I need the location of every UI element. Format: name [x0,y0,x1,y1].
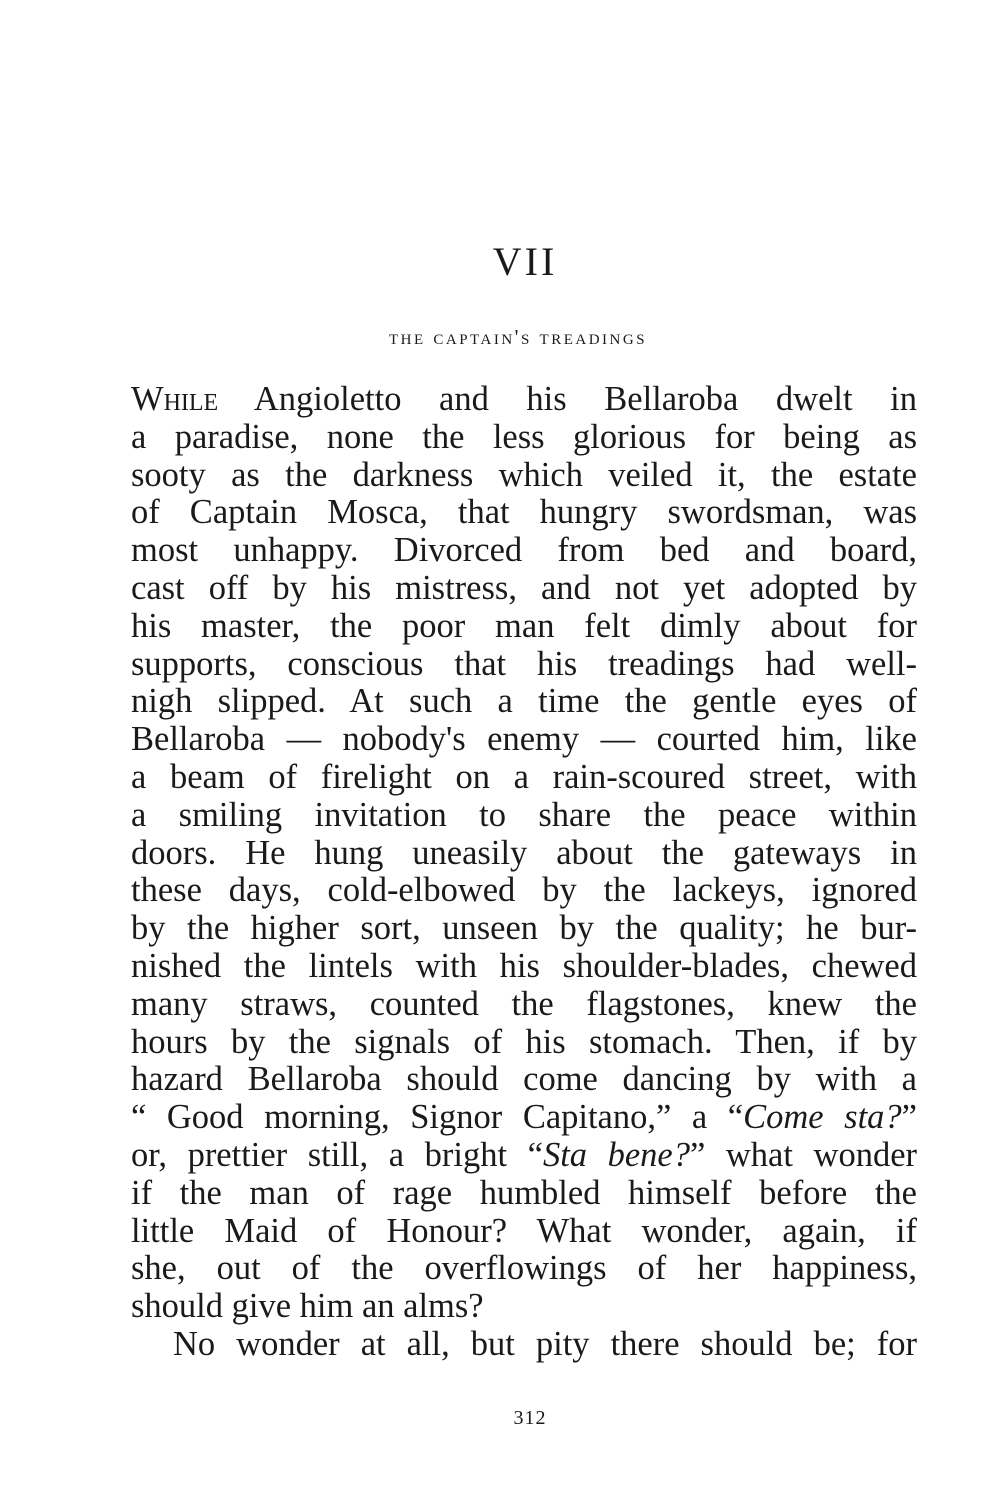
page-number: 312 [513,1407,547,1429]
drop-word: While [131,380,219,418]
text-line: a smiling invitation to share the peace within [131,795,917,834]
paragraph-first-line: No wonder at all, but pity there should be; for [173,1324,917,1363]
text-line: of Captain Mosca, that hungry swordsman, was [131,493,917,532]
text-line: should give him an alms? [131,1287,484,1326]
text-line: she, out of the overflowings of her happiness, [131,1249,917,1288]
text-line: nished the lintels with his shoulder-blades, chewed [131,946,917,985]
text-line: if the man of rage humbled himself before the [131,1173,917,1212]
text-line: a beam of firelight on a rain-scoured street, with [131,757,917,796]
text-line: hazard Bellaroba should come dancing by with a [131,1060,917,1099]
text-line [131,1099,917,1137]
chapter-title: the captain's treadings [388,325,648,349]
text-line [131,1137,917,1175]
text-fragment: ” what wonder [689,1135,917,1174]
text-line: doors. He hung uneasily about the gateways in [131,833,917,872]
text-line: many straws, counted the flagstones, knew the [131,984,917,1023]
text-line: sooty as the darkness which veiled it, the estate [131,455,917,494]
text-line: nigh slipped. At such a time the gentle eyes of [131,682,917,721]
text-line: hours by the signals of his stomach. Then, if by [131,1022,917,1061]
text-line: most unhappy. Divorced from bed and board, [131,531,917,570]
text-line: Bellaroba — nobody's enemy — courted him, like [131,720,917,759]
text-line: supports, conscious that his treadings had well- [131,644,917,683]
text-fragment: or, prettier still, a bright “ [131,1135,543,1174]
text-fragment: “ Good morning, Signor Capitano,” a “ [131,1098,744,1137]
text-fragment: ” [901,1098,917,1137]
text-line-content: Angioletto and his Bellaroba dwelt in [218,380,917,418]
text-line: his master, the poor man felt dimly about for [131,606,917,645]
italic-phrase: Come sta? [743,1098,902,1137]
body-text [131,381,917,1364]
text-line [131,381,917,419]
text-line: these days, cold-elbowed by the lackeys, ignored [131,871,917,910]
chapter-number: VII [492,239,558,284]
text-line: a paradise, none the less glorious for being as [131,417,917,456]
text-line: little Maid of Honour? What wonder, again, if [131,1211,917,1250]
italic-phrase: Sta bene? [542,1135,690,1174]
text-line: by the higher sort, unseen by the quality; he bur- [131,909,917,948]
text-line: cast off by his mistress, and not yet adopted by [131,568,917,607]
